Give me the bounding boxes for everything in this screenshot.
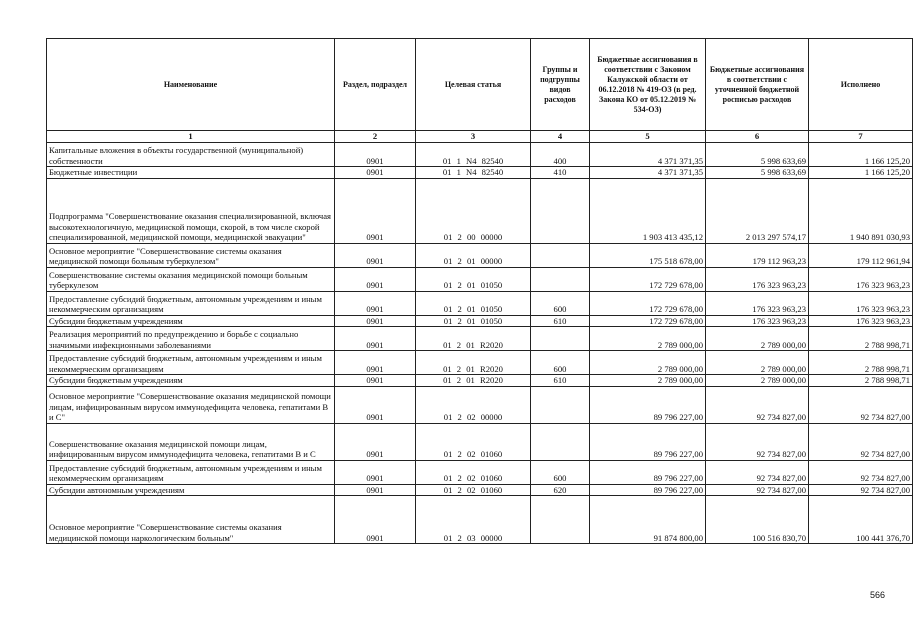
cell-article: 01 2 01 01050 <box>416 315 531 327</box>
col-number: 4 <box>531 131 590 143</box>
cell-article: 01 2 01 R2020 <box>416 351 531 375</box>
cell-refined: 92 734 827,00 <box>706 460 809 484</box>
cell-group: 610 <box>531 375 590 387</box>
cell-group <box>531 243 590 267</box>
cell-budget: 2 789 000,00 <box>590 375 706 387</box>
cell-section: 0901 <box>335 315 416 327</box>
cell-executed: 2 788 998,71 <box>809 327 913 351</box>
cell-executed: 1 166 125,20 <box>809 167 913 179</box>
cell-name: Субсидии автономным учреждениям <box>47 484 335 496</box>
cell-budget: 172 729 678,00 <box>590 315 706 327</box>
col-number: 2 <box>335 131 416 143</box>
cell-budget: 89 796 227,00 <box>590 423 706 460</box>
cell-article: 01 2 02 01060 <box>416 460 531 484</box>
cell-name: Основное мероприятие "Совершенствование оказания медицинской помощи лицам, инфицированным вирусом иммунодефицита человека, гепатитами В и С" <box>47 386 335 423</box>
table-row <box>47 496 913 544</box>
col-header-budget: Бюджетные ассигнования в соответствии с Законом Калужской области от 06.12.2018 № 419-ОЗ (в ред. Закона КО от 05.12.2019 № 534-ОЗ) <box>590 39 706 131</box>
cell-name: Совершенствование оказания медицинской помощи лицам, инфицированным вирусом иммунодефицита человека, гепатитами В и С <box>47 423 335 460</box>
cell-section: 0901 <box>335 496 416 544</box>
cell-budget: 175 518 678,00 <box>590 243 706 267</box>
cell-name: Субсидии бюджетным учреждениям <box>47 315 335 327</box>
table-row <box>47 327 913 351</box>
cell-article: 01 2 00 00000 <box>416 178 531 243</box>
cell-article: 01 2 02 01060 <box>416 423 531 460</box>
cell-name: Предоставление субсидий бюджетным, автономным учреждениям и иным некоммерческим организациям <box>47 460 335 484</box>
cell-executed: 176 323 963,23 <box>809 267 913 291</box>
cell-name: Предоставление субсидий бюджетным, автономным учреждениям и иным некоммерческим организациям <box>47 291 335 315</box>
cell-refined: 176 323 963,23 <box>706 315 809 327</box>
cell-section: 0901 <box>335 143 416 167</box>
table-body <box>47 143 913 544</box>
cell-refined: 100 516 830,70 <box>706 496 809 544</box>
cell-name: Совершенствование системы оказания медицинской помощи больным туберкулезом <box>47 267 335 291</box>
col-header-executed: Исполнено <box>809 39 913 131</box>
cell-executed: 2 788 998,71 <box>809 375 913 387</box>
cell-article: 01 2 02 00000 <box>416 386 531 423</box>
cell-budget: 172 729 678,00 <box>590 291 706 315</box>
budget-table <box>46 38 913 544</box>
table-row <box>47 484 913 496</box>
cell-group <box>531 178 590 243</box>
col-header-article: Целевая статья <box>416 39 531 131</box>
cell-refined: 2 013 297 574,17 <box>706 178 809 243</box>
cell-section: 0901 <box>335 484 416 496</box>
cell-section: 0901 <box>335 386 416 423</box>
cell-section: 0901 <box>335 460 416 484</box>
table-row <box>47 243 913 267</box>
col-number: 5 <box>590 131 706 143</box>
cell-name: Капитальные вложения в объекты государственной (муниципальной) собственности <box>47 143 335 167</box>
table-row <box>47 351 913 375</box>
table-row <box>47 178 913 243</box>
cell-group <box>531 386 590 423</box>
cell-refined: 2 789 000,00 <box>706 351 809 375</box>
cell-budget: 2 789 000,00 <box>590 351 706 375</box>
cell-group: 600 <box>531 351 590 375</box>
cell-group <box>531 496 590 544</box>
cell-section: 0901 <box>335 375 416 387</box>
cell-budget: 89 796 227,00 <box>590 386 706 423</box>
table-row <box>47 315 913 327</box>
cell-refined: 92 734 827,00 <box>706 423 809 460</box>
cell-name: Субсидии бюджетным учреждениям <box>47 375 335 387</box>
table-row <box>47 143 913 167</box>
cell-article: 01 2 02 01060 <box>416 484 531 496</box>
table-row <box>47 167 913 179</box>
cell-name: Реализация мероприятий по предупреждению и борьбе с социально значимыми инфекционными заболеваниями <box>47 327 335 351</box>
cell-article: 01 2 01 01050 <box>416 267 531 291</box>
cell-article: 01 1 N4 82540 <box>416 167 531 179</box>
cell-refined: 2 789 000,00 <box>706 375 809 387</box>
col-header-refined: Бюджетные ассигнования в соответствии с уточненной бюджетной росписью расходов <box>706 39 809 131</box>
col-header-name: Наименование <box>47 39 335 131</box>
cell-budget: 2 789 000,00 <box>590 327 706 351</box>
cell-executed: 92 734 827,00 <box>809 460 913 484</box>
cell-group: 610 <box>531 315 590 327</box>
cell-budget: 172 729 678,00 <box>590 267 706 291</box>
cell-refined: 5 998 633,69 <box>706 143 809 167</box>
cell-refined: 2 789 000,00 <box>706 327 809 351</box>
cell-article: 01 2 01 01050 <box>416 291 531 315</box>
cell-section: 0901 <box>335 178 416 243</box>
cell-executed: 2 788 998,71 <box>809 351 913 375</box>
cell-group <box>531 423 590 460</box>
table-row <box>47 423 913 460</box>
cell-article: 01 2 03 00000 <box>416 496 531 544</box>
cell-executed: 1 166 125,20 <box>809 143 913 167</box>
cell-group <box>531 327 590 351</box>
cell-executed: 176 323 963,23 <box>809 291 913 315</box>
cell-name: Предоставление субсидий бюджетным, автономным учреждениям и иным некоммерческим организациям <box>47 351 335 375</box>
cell-article: 01 2 01 00000 <box>416 243 531 267</box>
cell-budget: 4 371 371,35 <box>590 143 706 167</box>
cell-group: 620 <box>531 484 590 496</box>
table-row <box>47 375 913 387</box>
table-row <box>47 386 913 423</box>
cell-group <box>531 267 590 291</box>
cell-refined: 5 998 633,69 <box>706 167 809 179</box>
header-row <box>47 39 913 131</box>
cell-section: 0901 <box>335 243 416 267</box>
cell-article: 01 1 N4 82540 <box>416 143 531 167</box>
cell-refined: 92 734 827,00 <box>706 386 809 423</box>
cell-name: Бюджетные инвестиции <box>47 167 335 179</box>
cell-executed: 179 112 961,94 <box>809 243 913 267</box>
table-row <box>47 267 913 291</box>
cell-refined: 176 323 963,23 <box>706 267 809 291</box>
col-number: 3 <box>416 131 531 143</box>
cell-article: 01 2 01 R2020 <box>416 327 531 351</box>
table-row <box>47 460 913 484</box>
cell-refined: 92 734 827,00 <box>706 484 809 496</box>
cell-section: 0901 <box>335 327 416 351</box>
col-header-group: Группы и подгруппы видов расходов <box>531 39 590 131</box>
cell-group: 410 <box>531 167 590 179</box>
table-row <box>47 291 913 315</box>
cell-executed: 92 734 827,00 <box>809 386 913 423</box>
cell-section: 0901 <box>335 423 416 460</box>
cell-group: 600 <box>531 291 590 315</box>
cell-budget: 89 796 227,00 <box>590 460 706 484</box>
cell-executed: 176 323 963,23 <box>809 315 913 327</box>
cell-budget: 91 874 800,00 <box>590 496 706 544</box>
cell-name: Подпрограмма "Совершенствование оказания специализированной, включая высокотехнологичную, медицинской помощи, скорой, в том числе скорой специализированной, медицинской помощи, медицинской эвакуации" <box>47 178 335 243</box>
cell-executed: 100 441 376,70 <box>809 496 913 544</box>
cell-budget: 1 903 413 435,12 <box>590 178 706 243</box>
page-number: 566 <box>870 590 886 600</box>
cell-executed: 92 734 827,00 <box>809 423 913 460</box>
cell-executed: 1 940 891 030,93 <box>809 178 913 243</box>
cell-section: 0901 <box>335 351 416 375</box>
col-number: 7 <box>809 131 913 143</box>
cell-refined: 176 323 963,23 <box>706 291 809 315</box>
cell-budget: 89 796 227,00 <box>590 484 706 496</box>
cell-executed: 92 734 827,00 <box>809 484 913 496</box>
cell-refined: 179 112 963,23 <box>706 243 809 267</box>
cell-name: Основное мероприятие "Совершенствование системы оказания медицинской помощи больным туберкулезом" <box>47 243 335 267</box>
cell-section: 0901 <box>335 291 416 315</box>
cell-group: 600 <box>531 460 590 484</box>
cell-name: Основное мероприятие "Совершенствование системы оказания медицинской помощи наркологическим больным" <box>47 496 335 544</box>
cell-budget: 4 371 371,35 <box>590 167 706 179</box>
cell-section: 0901 <box>335 167 416 179</box>
col-number: 1 <box>47 131 335 143</box>
cell-section: 0901 <box>335 267 416 291</box>
column-number-row <box>47 131 913 143</box>
cell-group: 400 <box>531 143 590 167</box>
cell-article: 01 2 01 R2020 <box>416 375 531 387</box>
col-header-section: Раздел, подраздел <box>335 39 416 131</box>
col-number: 6 <box>706 131 809 143</box>
